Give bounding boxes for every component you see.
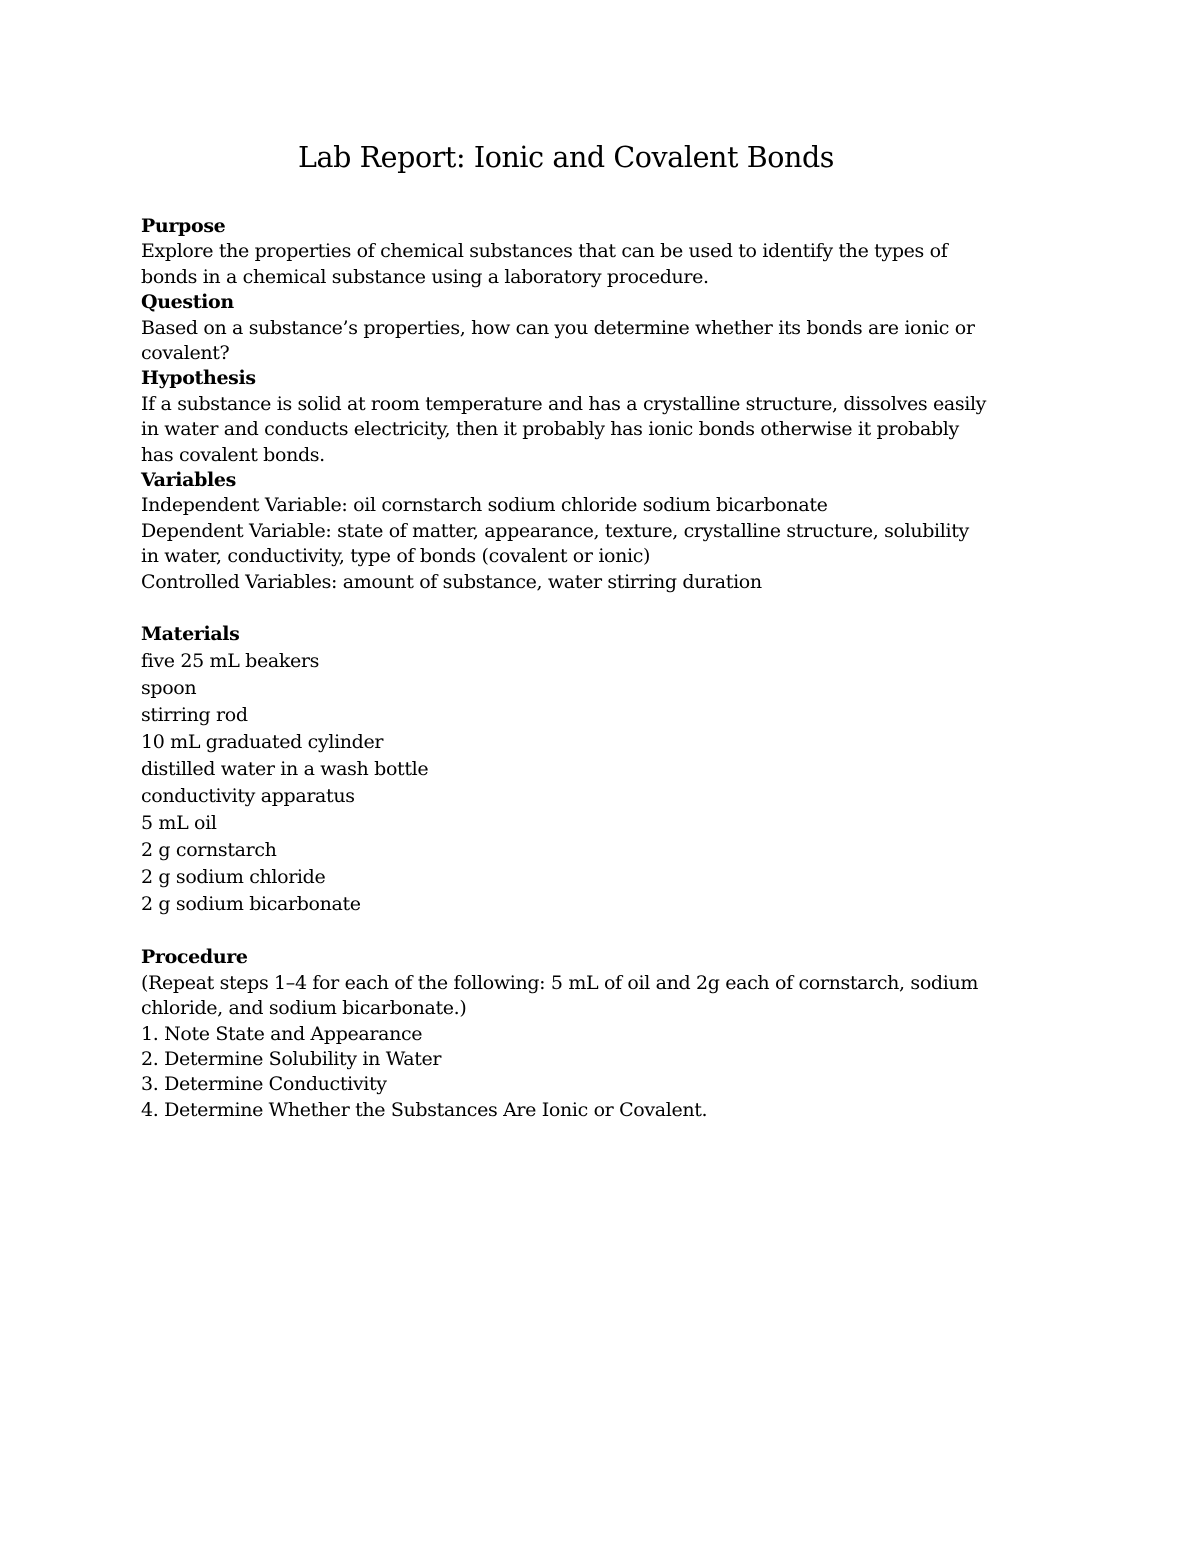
hypothesis-section <box>141 366 991 468</box>
procedure-heading: Procedure <box>141 946 248 969</box>
procedure-step: 1. Note State and Appearance <box>141 1022 423 1045</box>
purpose-section <box>141 214 991 290</box>
list-item: five 25 mL beakers <box>141 649 320 672</box>
materials-list <box>141 648 991 919</box>
hypothesis-heading: Hypothesis <box>141 367 256 390</box>
list-item: 2 g cornstarch <box>141 839 277 862</box>
question-section <box>141 290 991 366</box>
section-spacer <box>141 595 991 622</box>
document-body <box>141 138 991 1123</box>
list-item: 2 g sodium bicarbonate <box>141 893 361 916</box>
list-item: stirring rod <box>141 703 248 726</box>
document-title: Lab Report: Ionic and Covalent Bonds <box>297 141 835 174</box>
purpose-text: Explore the properties of chemical substances that can be used to identify the types of bonds in a chemical substance using a laboratory procedure. <box>141 240 948 288</box>
procedure-intro: (Repeat steps 1–4 for each of the following: 5 mL of oil and 2g each of cornstarch, sodium chloride, and sodium bicarbonate.) <box>141 971 978 1020</box>
procedure-step: 4. Determine Whether the Substances Are Ionic or Covalent. <box>141 1098 708 1121</box>
section-spacer <box>141 918 991 945</box>
list-item: spoon <box>141 676 197 699</box>
list-item: distilled water in a wash bottle <box>141 757 429 780</box>
controlled-variables: Controlled Variables: amount of substance, water stirring duration <box>141 570 762 593</box>
list-item: 10 mL graduated cylinder <box>141 730 384 753</box>
dependent-variable: Dependent Variable: state of matter, appearance, texture, crystalline structure, solubility in water, conductivity, type of bonds (covalent or ionic) <box>141 519 969 568</box>
question-heading: Question <box>141 291 234 314</box>
procedure-steps <box>141 1022 991 1124</box>
question-text: Based on a substance’s properties, how can you determine whether its bonds are ionic or covalent? <box>141 316 975 365</box>
variables-section <box>141 468 991 595</box>
list-item: 2 g sodium chloride <box>141 866 326 889</box>
independent-variable: Independent Variable: oil cornstarch sodium chloride sodium bicarbonate <box>141 494 828 517</box>
materials-section <box>141 622 991 918</box>
list-item: conductivity apparatus <box>141 784 355 807</box>
materials-heading: Materials <box>141 623 240 646</box>
purpose-heading: Purpose <box>141 215 226 237</box>
hypothesis-text: If a substance is solid at room temperature and has a crystalline structure, dissolves easily in water and conducts electricity, then it probably has ionic bonds otherwise it probably has covalent bonds. <box>141 392 987 466</box>
list-item: 5 mL oil <box>141 812 217 835</box>
procedure-section <box>141 945 991 1123</box>
variables-heading: Variables <box>141 469 236 492</box>
procedure-step: 2. Determine Solubility in Water <box>141 1048 442 1071</box>
procedure-step: 3. Determine Conductivity <box>141 1073 387 1096</box>
